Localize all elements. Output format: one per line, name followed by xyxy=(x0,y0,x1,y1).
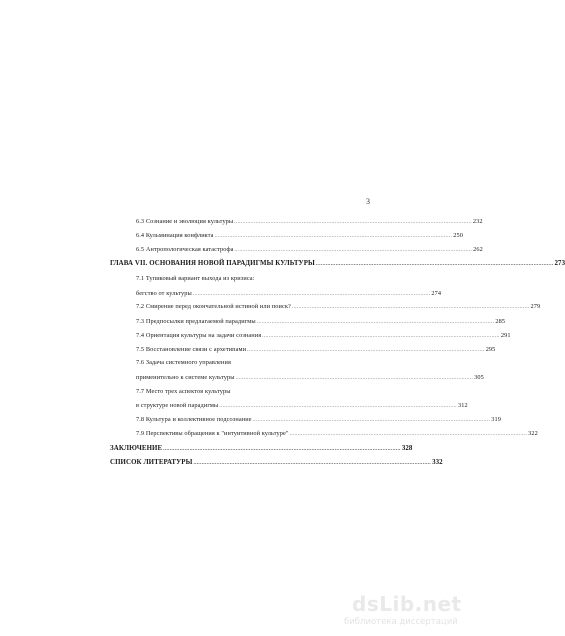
toc-page-number: 250 xyxy=(453,232,463,239)
toc-entry-7-7-line1 xyxy=(136,386,360,397)
dot-leader xyxy=(247,345,485,356)
toc-entry-7-8 xyxy=(136,414,501,425)
toc-entry-7-5 xyxy=(136,344,496,355)
toc-title: СПИСОК ЛИТЕРАТУРЫ xyxy=(110,459,193,466)
toc-title: применительно к системе культуры xyxy=(136,374,235,381)
toc-entry-7-6-line1 xyxy=(136,357,360,368)
watermark-tagline: библиотека диссертаций xyxy=(344,617,458,627)
toc-entry-6-4 xyxy=(136,230,463,241)
toc-title: ГЛАВА VII. ОСНОВАНИЯ НОВОЙ ПАРАДИГМЫ КУЛЬТУРЫ xyxy=(110,260,315,267)
watermark-logo: dsLib.net xyxy=(352,592,462,616)
dot-leader xyxy=(163,444,401,455)
toc-page-number: 322 xyxy=(528,430,538,437)
toc-entry-6-5 xyxy=(136,244,483,255)
toc-entry-7-1-line2 xyxy=(136,288,442,299)
toc-page-number: 328 xyxy=(401,445,413,452)
dot-leader xyxy=(236,373,474,384)
toc-page-number: 232 xyxy=(472,218,483,225)
dot-leader xyxy=(234,217,472,228)
dot-leader xyxy=(235,245,473,256)
toc-title: 7.4 Ориентация культуры на задачи сознания xyxy=(136,332,262,339)
toc-entry-7-4 xyxy=(136,330,511,341)
toc-title: 7.1 Тупиковый вариант выхода из кризиса: xyxy=(136,275,255,282)
dot-leader xyxy=(292,302,530,313)
toc-page-number: 273 xyxy=(554,260,565,267)
toc-title: 7.6 Задача системного управления xyxy=(136,359,231,366)
dot-leader xyxy=(257,317,495,328)
toc-entry-7-6-line2 xyxy=(136,372,484,383)
toc-title: 7.5 Восстановление связи с архетипами xyxy=(136,346,247,353)
toc-entry-chapter-7 xyxy=(110,258,565,269)
toc-entry-7-3 xyxy=(136,316,506,327)
dot-leader xyxy=(215,231,453,242)
toc-page-number: 279 xyxy=(530,303,541,310)
toc-title: 6.5 Антропологическая катастрофа xyxy=(136,246,234,253)
toc-page-number: 295 xyxy=(485,346,496,353)
toc-title: 7.7 Место трех аспектов культуры xyxy=(136,388,231,395)
dot-leader xyxy=(193,458,431,469)
toc-page-number: 332 xyxy=(432,459,443,466)
toc-title: бегство от культуры xyxy=(136,290,192,297)
toc-title: 7.9 Перспективы обращения к "интуитивной культуре" xyxy=(136,430,289,437)
dot-leader xyxy=(219,401,457,412)
toc-entry-bibliography xyxy=(110,457,443,468)
toc-page-number: 291 xyxy=(500,332,511,339)
dot-leader xyxy=(290,429,528,440)
dslib-watermark xyxy=(344,592,462,632)
toc-page-number: 312 xyxy=(457,402,468,409)
toc-page-number: 319 xyxy=(491,416,501,423)
toc-entry-7-2 xyxy=(136,301,541,312)
toc-entry-7-1-line1 xyxy=(136,273,370,284)
toc-page-number: 305 xyxy=(474,374,484,381)
toc-entry-7-7-line2 xyxy=(136,400,468,411)
toc-page-number: 274 xyxy=(431,290,442,297)
toc-title: 7.3 Предпосылки предлагаемой парадигмы xyxy=(136,318,256,325)
toc-entry-7-9 xyxy=(136,428,538,439)
toc-page-number: 285 xyxy=(495,318,506,325)
toc-page-number: 262 xyxy=(473,246,483,253)
toc-title: 6.3 Сознание и эволюция культуры xyxy=(136,218,234,225)
toc-title: 6.4 Кульминация конфликта xyxy=(136,232,214,239)
dot-leader xyxy=(316,259,554,270)
dot-leader xyxy=(253,415,491,426)
toc-title: 7.2 Смирение перед окончательной истиной или поиск? xyxy=(136,303,291,310)
toc-entry-conclusion xyxy=(110,443,413,454)
dot-leader xyxy=(262,331,500,342)
toc-title: 7.8 Культура и коллективное подсознание xyxy=(136,416,252,423)
dot-leader xyxy=(193,289,431,300)
toc-entry-6-3 xyxy=(136,216,483,227)
toc-title: ЗАКЛЮЧЕНИЕ xyxy=(110,445,163,452)
toc-title: в структуре новой парадигмы xyxy=(136,402,219,409)
page-number: 3 xyxy=(366,197,370,206)
